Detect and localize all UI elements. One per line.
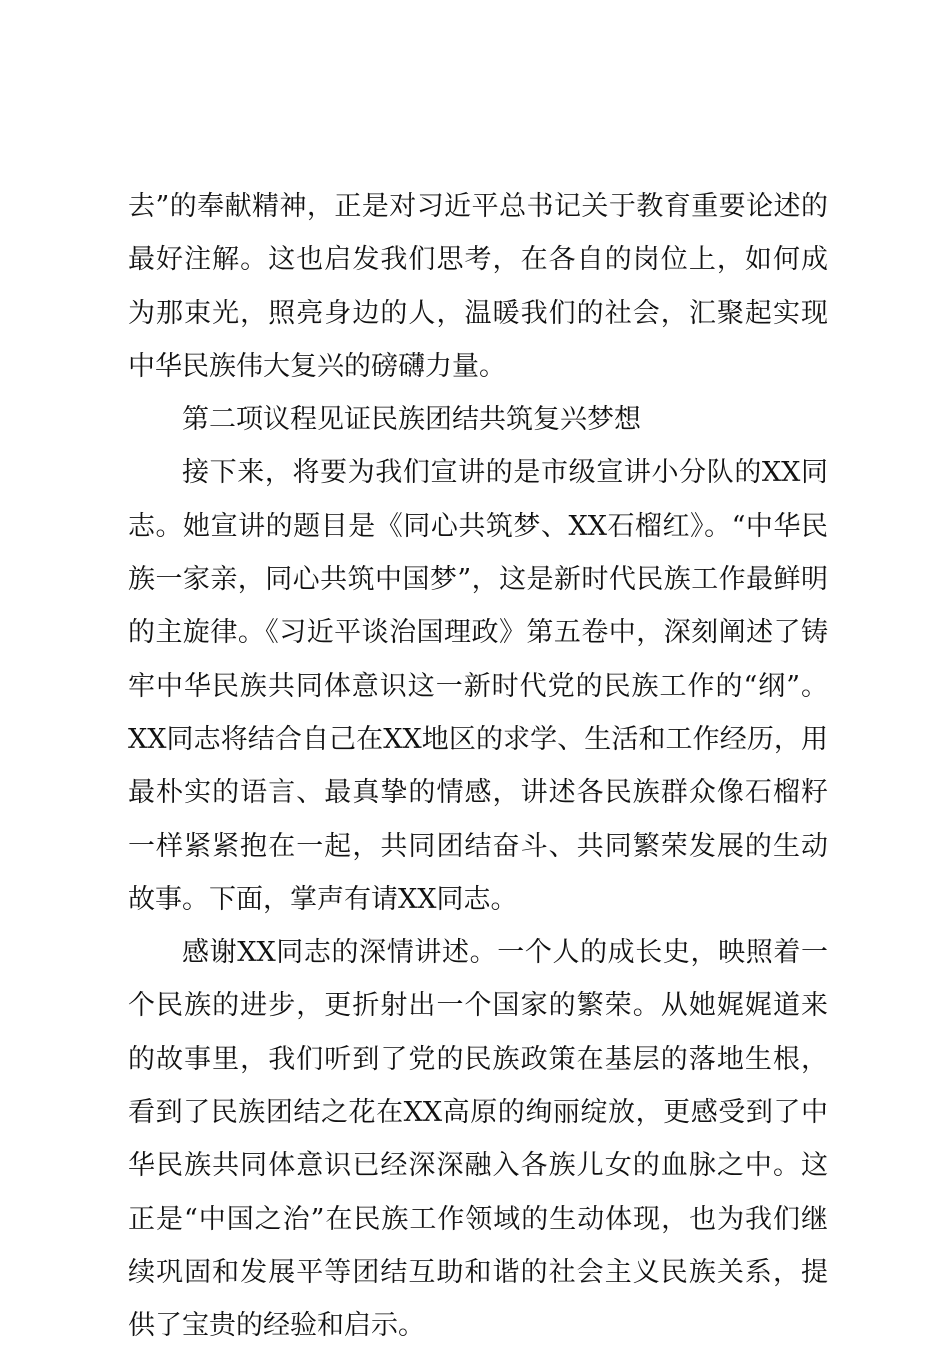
paragraph-introduction: 接下来，将要为我们宣讲的是市级宣讲小分队的XX同志。她宣讲的题目是《同心共筑梦、XX石榴红》。“中华民族一家亲，同心共筑中国梦”，这是新时代民族工作最鲜明的主旋律。《习近平谈治国理政》第五卷中，深刻阐述了铸牢中华民族共同体意识这一新时代党的民族工作的“纲”。XX同志将结合自己在XX地区的求学、生活和工作经历，用最朴实的语言、最真挚的情感，讲述各民族群众像石榴籽一样紧紧抱在一起，共同团结奋斗、共同繁荣发展的生动故事。下面，掌声有请XX同志。 (128, 457, 828, 915)
paragraph-thanks: 感谢XX同志的深情讲述。一个人的成长史，映照着一个民族的进步，更折射出一个国家的繁荣。从她娓娓道来的故事里，我们听到了党的民族政策在基层的落地生根，看到了民族团结之花在XX高原的绚丽绽放，更感受到了中华民族共同体意识已经深深融入各族儿女的血脉之中。这正是“中国之治”在民族工作领域的生动体现，也为我们继续巩固和发展平等团结互助和谐的社会主义民族关系，提供了宝贵的经验和启示。 (128, 937, 828, 1342)
paragraph-continuation: 去”的奉献精神，正是对习近平总书记关于教育重要论述的最好注解。这也启发我们思考，在各自的岗位上，如何成为那束光，照亮身边的人，温暖我们的社会，汇聚起实现中华民族伟大复兴的磅礴力量。 (128, 191, 828, 382)
section-heading: 第二项议程见证民族团结共筑复兴梦想 (182, 404, 641, 436)
document-body (128, 180, 828, 1353)
